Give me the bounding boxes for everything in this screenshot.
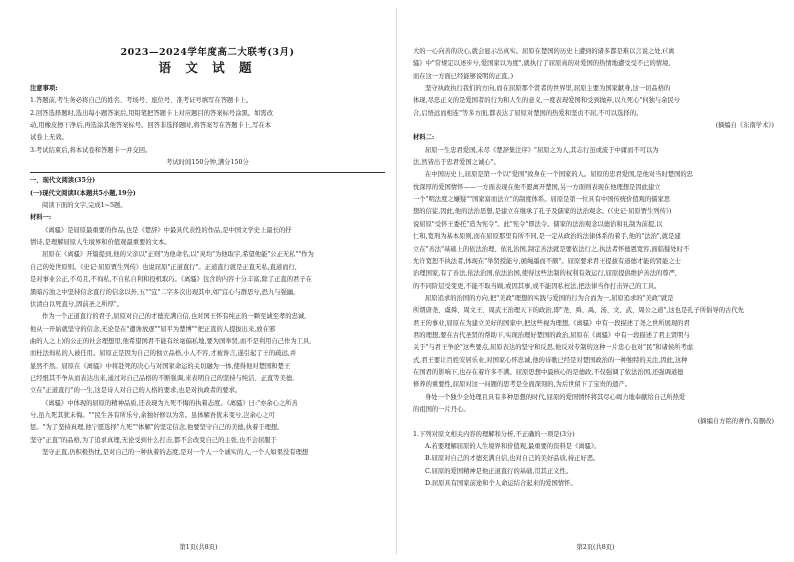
paragraph-line: 坚守"正直"的品格,为了追求真理,无论受到什么打击,都不会改变自己的主张,也不会屈服于 <box>30 436 277 444</box>
paragraph-line: 在国君的影响下,也存在着许多不满。屈原思想中最核心的是德政,不仅强调了依法治国,还强调道德 <box>413 368 684 376</box>
exam-title: 2023—2024学年度高二大联考(3月) <box>120 47 295 58</box>
notice-heading: 注意事项: <box>30 85 58 92</box>
paragraph-line: 屈原在《离骚》开篇提到,他的父亲以"正则"为他命名,以"灵均"为他取字,希望他能"公正无私""作为 <box>42 251 314 259</box>
paragraph-line: 作为一个正道直行的君子,屈原对自己的才德充满自信,也对国王怀有纯正的一颗至诚至孝的忠诚, <box>42 313 307 321</box>
paragraph-line: 而在这一方面已经能够说明的正直。) <box>413 72 514 80</box>
source-citation-2: (摘编自方铭的著作,有删改) <box>697 418 774 426</box>
section-heading: 一、现代文阅读(35分) <box>30 177 96 185</box>
paragraph-line: 式,君王要让百姓安居乐业,对国家心怀忠诚,他的诗歌已经是对楚国政治的一种独特的关注,因此,这种 <box>413 356 688 364</box>
paragraph-line: 合,启悟远而相连"等多方面,都表达了屈原对楚国的热爱和坚贞不屈,不可以选择的。 <box>413 109 643 117</box>
paragraph-line: 坚守正直,仍积极热忱,是对自己的一种执着的态度,是对一个人一个诚实的人,一个人如果没有理想 <box>42 448 309 456</box>
paragraph-line: 骚》中"常规定以述步兮,爱国家以为度",就执行了屈原真的对爱国的热情地遭受受不已的情境, <box>413 60 671 68</box>
material-2-heading: 材料二: <box>413 134 435 142</box>
question-option-c: C.屈原的爱国精神是他正道直行的基础,贯其正义性。 <box>425 467 573 475</box>
paragraph-line: 关于"与君王争论"这些要点,屈原表达的坚守和反思,他反对专制的这种一片忠心也对"民"和诸侯所考虑 <box>413 344 694 352</box>
question-1-stem: 1.下列对原文相关内容的理解和分析,不正确的一项是(3分) <box>413 430 575 438</box>
paragraph-line: 忱深厚的爱国情怀——一方面表现在他不愿离开楚国,另一方面则表现在他理想是因此建立 <box>413 183 661 191</box>
notice-line: 1.答题前,考生务必将自己的姓名、考场号、座位号、准考证号填写在答题卡上。 <box>30 97 253 105</box>
paragraph-line: 显然不然。屈原在《离骚》中将赴死的决心与对国家命运的关切融为一体,使得他对楚国和楚王 <box>30 362 291 370</box>
paragraph-line: 的祖国的一片丹心。 <box>413 405 470 413</box>
paragraph-line: 是对事业公正,不苟且,不徇私,不自私自利和投机取巧。《离骚》包含的内容十分丰富,除了正直的君子在 <box>30 276 312 284</box>
exam-page-2 <box>397 0 794 562</box>
paragraph-line: 说屈原"受怀王委托"造为宪令"。此"宪令"即法令。儒家的法治观念以德治和礼制为前提,以 <box>413 220 663 228</box>
notice-line: 3.考试结束后,将本试卷和答题卡一并交回。 <box>30 146 152 154</box>
paragraph-line: 坚守执政执行我们的方向,而在屈原那个贤者的世界里,屈原主要为国家献身,这一切品格的 <box>425 85 671 93</box>
source-citation-1: (摘编自《东南学术》) <box>715 122 774 130</box>
notice-line: 试卷上无效。 <box>30 134 68 142</box>
subject-title: 语 文 试 题 <box>158 60 257 75</box>
paragraph-line: 的不同阶层受变更,不能不取当顾,或因其事,或不能因私枉法,把法律当作打击异己的工具。 <box>413 282 661 290</box>
notice-line: 动,用橡皮擦干净后,再选涂其他答案标号。回答非选择题时,将答案写在答题卡上,写在本 <box>30 122 271 130</box>
notice-list <box>30 95 385 157</box>
material-1-continued <box>413 46 774 120</box>
paragraph-line: 曲的人之上)的公正的社会理想里,他希望国君不能有丝毫偏私地,要为国举贤,而不是利用自己作为工具, <box>30 337 312 345</box>
paragraph-line: 身处一个独少全处理且具有多种思想的时代,屈原的爱国情怀将其尽心竭力地奉献给自己所热爱 <box>425 393 686 401</box>
paragraph-line: 他从一开始就坚守的信念,无论是在"遭谗放逐""屈平为楚博""把正直的人提拔出来,放在邪 <box>30 325 276 333</box>
paragraph-line: 体现,尽忠正义的是爱国者的行为和人生的意义,一度表现爱国和受到抛弃,以九死心"何独与余民兮 <box>413 97 681 105</box>
paragraph-line: 君的理想,要在古代圣贤的帮助下,实现治理好楚国的政治,屈原在《离骚》中有一段描述了君主贤明与 <box>413 331 690 339</box>
material-1-body <box>30 225 385 460</box>
paragraph-line: 《离骚》是屈原最重要的作品,也是《楚辞》中最具代表性的作品,是中国文学史上最长的抒 <box>42 226 292 234</box>
paragraph-line: 允许宽恕不执法者,体现在"举贤授能兮,循绳墨而不颇"。屈原要求君王提拔有道德才能的贤能之士 <box>413 257 681 265</box>
paragraph-line: 大的一心向善的决心,就会显示出真实。屈原在楚国的历史上遭到的诸多都是难以言说之处,(《离 <box>413 48 675 55</box>
paragraph-line: 而枉法徇私的人被任用。屈原正是因为自己的独立品格,小人不容,才被谗言,遂引起了王的疏远,并 <box>30 350 297 358</box>
paragraph-line: 情诗,是理解屈原人生境界和价值观最重要的文本。 <box>30 239 171 247</box>
paragraph-line: 法,然皆出于忠君爱国之诚心"。 <box>413 159 500 167</box>
subsection-heading: (一)现代文阅读Ⅰ(本题共5小题,19分) <box>30 189 136 197</box>
paragraph-line: 在中国历史上,屈原是第一个以"爱国"致身在一个国家的人。屈原的忠君爱国,是他对当时楚国的忠 <box>425 171 693 179</box>
material-2-body <box>413 145 774 417</box>
paragraph-line: 自己的处世原则。《史记·屈原贾生列传》也说屈原"正道直行"。正道直行就是正直无私,直道而行, <box>30 263 297 271</box>
paragraph-line: 想的信徒,因此,他的法治思想,是建立在继承了孔子及儒家的法治观念。(《史记·屈原贾生列传》) <box>413 208 672 216</box>
notice-line: 2.回答选择题时,选出每小题答案后,用铅笔把答题卡上对应题目的答案标号涂黑。如需改 <box>30 109 273 117</box>
page-footer: 第1页(共8页) <box>179 544 218 551</box>
paragraph-line: 惩。"为了坚持真理,他宁愿选择"九死""体解"的坚定信念,他要坚守自己的美德,执着于理想, <box>30 424 280 432</box>
paragraph-line: 君王的事业,屈原在为建立美好的国家中,把这些视为理想,《离骚》中有一段描述了尧之世所展现的君 <box>413 319 690 327</box>
paragraph-line: 兮,虽九死其犹未悔。""民生各有所乐兮,余独好修以为常。虽体解吾犹未变兮,岂余心之可 <box>30 411 275 419</box>
paragraph-line: 一个"明法度之嫌疑""国家富而法立"的制度体系。屈原是第一位具有中国传统价值观的儒家思 <box>413 196 671 204</box>
question-option-d: D.屈原具有国家前途和个人命运结合起来的爱国情怀。 <box>425 480 577 488</box>
reading-instruction: 阅读下面的文字,完成1~5题。 <box>42 202 127 210</box>
paragraph-line: 所谓唐尧、虞舜、周文王、周武王治理天下的政治,即"尧、舜、禹、汤、文、武、周公之道",这也是孔子所倡导的古代先 <box>413 307 744 315</box>
paragraph-line: 已经恨其不争从而表达出来,通过对自己品格的不断强调,来表明自己的坚持与纯洁、正直等美德, <box>30 374 295 382</box>
paragraph-line: 立在"正道直行"的一生,这是诗人对自己的人格的要求,也是对执政者的要求。 <box>30 387 242 395</box>
paragraph-line: 治理国家,有了善法,依法治国,依法治国,使得这些法制的权利有效运行,屈原提倡维护善法的尊严, <box>413 270 677 278</box>
question-option-a: A.若要理解屈原的人生境界和价值观,最重要的资料是《离骚》。 <box>425 443 601 450</box>
paragraph-line: 立在"善法"基础上的依法治理、依礼治国,制定善法就是要依法行之,执法者怀德恩宽容,面临疑处时不 <box>413 245 690 253</box>
paragraph-line: 伏清白以死直兮,固前圣之所厚"。 <box>30 300 124 308</box>
paragraph-line: 屈原一生忠君爱国,未尽《楚辞集注序》"屈原之为人,其志行虽或流于中庸而不可以为 <box>425 146 659 154</box>
page-footer: 第2页(共8页) <box>576 544 615 551</box>
paragraph-line: 黑暗污浊之中坚持信念直行的信念以外,五""宜"二字多次出现其中,如"宜心与群思兮,恐九与强幽, <box>30 288 296 296</box>
question-1-options <box>413 441 774 490</box>
material-1-heading: 材料一: <box>30 214 52 222</box>
exam-info: 考试时间150分钟,满分150分 <box>166 159 249 167</box>
paragraph-line: 修养的重要性,屈原对这一问题的思考是全面深刻的,为后世留下了宝贵的遗产。 <box>413 381 632 389</box>
paragraph-line: 仁和,宽刑为基本原则,而在屈原那里有所不同,是一定从政治的法律体系的着手,他的"法治",就是建 <box>413 233 681 241</box>
section-divider <box>30 172 385 173</box>
paragraph-line: 《离骚》中体现的屈原的精神品质,还表现为九死不悔的执着态度。《离骚》曰:"亦余心之所善 <box>42 399 298 407</box>
paragraph-line: 屈原追求的治国的方向,把"美政"理想的实践与爱国的行为合而为一,屈原追求的"美政"就是 <box>425 294 674 302</box>
question-option-b: B.屈原对自己的才德充满自信,也对自己的美好品质,持正好恶。 <box>425 455 600 463</box>
